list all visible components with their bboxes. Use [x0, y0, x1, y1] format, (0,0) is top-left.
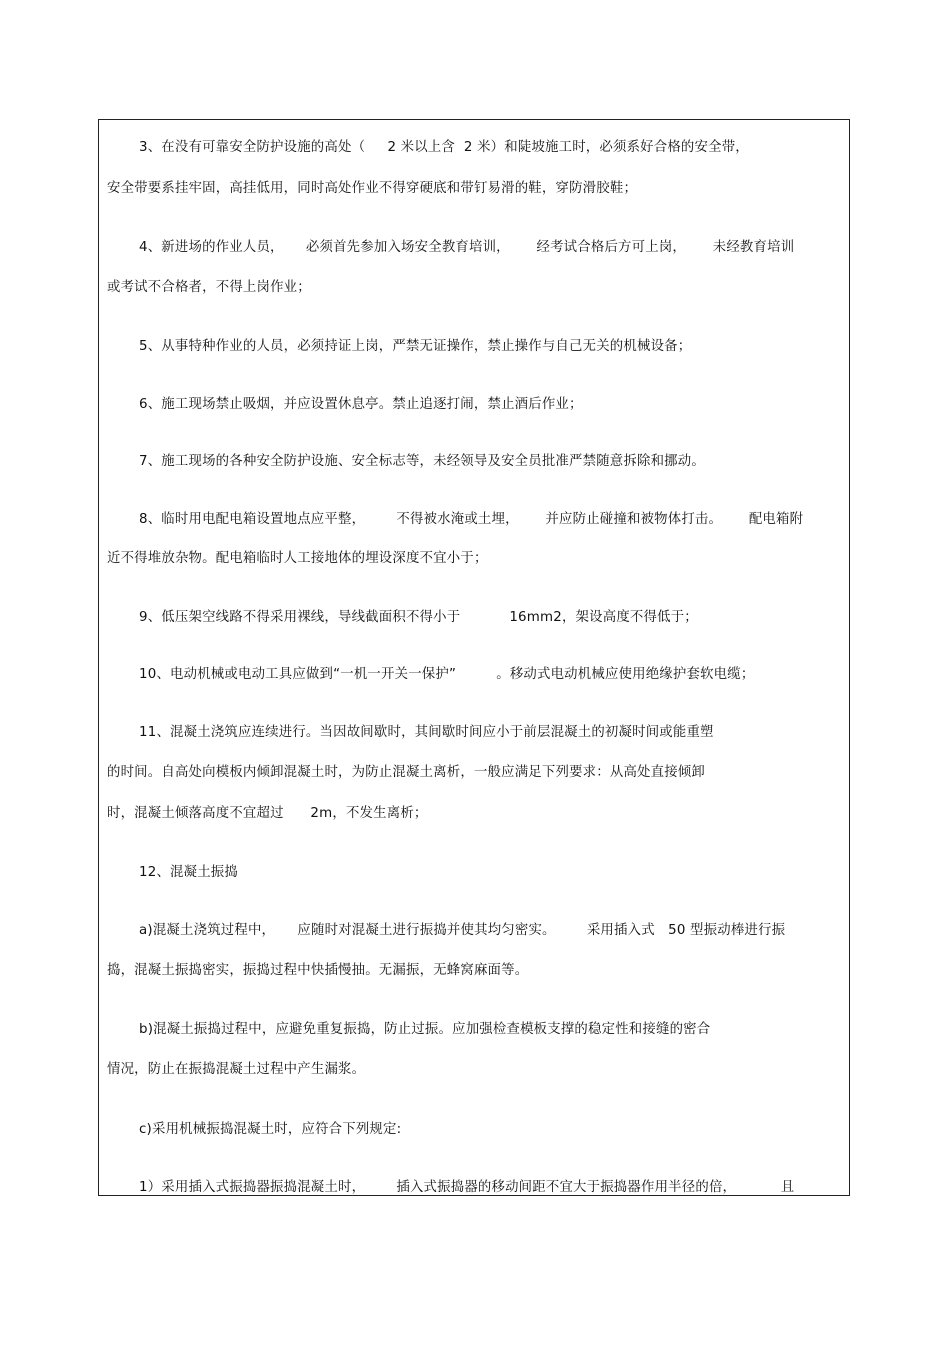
paragraph-11-line-2: 的时间。自高处向模板内倾卸混凝土时，为防止混凝土离析，一般应满足下列要求：从高处直接倾卸 [107, 765, 705, 780]
paragraph-12c: c)采用机械振捣混凝土时，应符合下列规定: [139, 1122, 402, 1137]
paragraph-9: 9、低压架空线路不得采用裸线，导线截面积不得小于 16mm2，架设高度不得低于； [139, 610, 698, 625]
paragraph-12-heading: 12、混凝土振捣 [139, 865, 238, 880]
paragraph-12a-line-1: a)混凝土浇筑过程中， 应随时对混凝土进行振捣并使其均匀密实。 采用插入式 50 型振动棒进行振 [139, 923, 786, 938]
paragraph-12c-item-1: 1）采用插入式振捣器振捣混凝土时， 插入式振捣器的移动间距不宜大于振捣器作用半径的倍， 且 [139, 1180, 795, 1195]
paragraph-10: 10、电动机械或电动工具应做到“一机一开关一保护” 。移动式电动机械应使用绝缘护套软电缆； [139, 667, 755, 682]
paragraph-3-line-1: 3、在没有可靠安全防护设施的高处（ 2 米以上含 2 米）和陡坡施工时，必须系好合格的安全带， [139, 140, 749, 155]
paragraph-5: 5、从事特种作业的人员，必须持证上岗，严禁无证操作，禁止操作与自己无关的机械设备； [139, 339, 692, 354]
paragraph-3-line-2: 安全带要系挂牢固，高挂低用，同时高处作业不得穿硬底和带钉易滑的鞋，穿防滑胶鞋； [107, 181, 638, 196]
paragraph-12b-line-1: b)混凝土振捣过程中，应避免重复振捣，防止过振。应加强检查模板支撑的稳定性和接缝的密合 [139, 1022, 711, 1037]
paragraph-6: 6、施工现场禁止吸烟，并应设置休息亭。禁止追逐打闹，禁止酒后作业； [139, 397, 583, 412]
paragraph-12a-line-2: 捣，混凝土振捣密实，振捣过程中快插慢抽。无漏振，无蜂窝麻面等。 [107, 963, 529, 978]
paragraph-8-line-1: 8、临时用电配电箱设置地点应平整， 不得被水淹或土埋， 并应防止碰撞和被物体打击。 配电箱附 [139, 512, 804, 527]
paragraph-4-line-2: 或考试不合格者，不得上岗作业； [107, 280, 311, 295]
paragraph-12b-line-2: 情况，防止在振捣混凝土过程中产生漏浆。 [107, 1062, 366, 1077]
paragraph-8-line-2: 近不得堆放杂物。配电箱临时人工接地体的埋设深度不宜小于； [107, 551, 488, 566]
paragraph-11-line-1: 11、混凝土浇筑应连续进行。当因故间歇时，其间歇时间应小于前层混凝土的初凝时间或能重塑 [139, 725, 714, 740]
paragraph-4-line-1: 4、新进场的作业人员， 必须首先参加入场安全教育培训， 经考试合格后方可上岗， 未经教育培训 [139, 240, 795, 255]
paragraph-11-line-3: 时，混凝土倾落高度不宜超过 2m，不发生离析； [107, 806, 428, 821]
paragraph-7: 7、施工现场的各种安全防护设施、安全标志等，未经领导及安全员批准严禁随意拆除和挪动。 [139, 454, 705, 469]
